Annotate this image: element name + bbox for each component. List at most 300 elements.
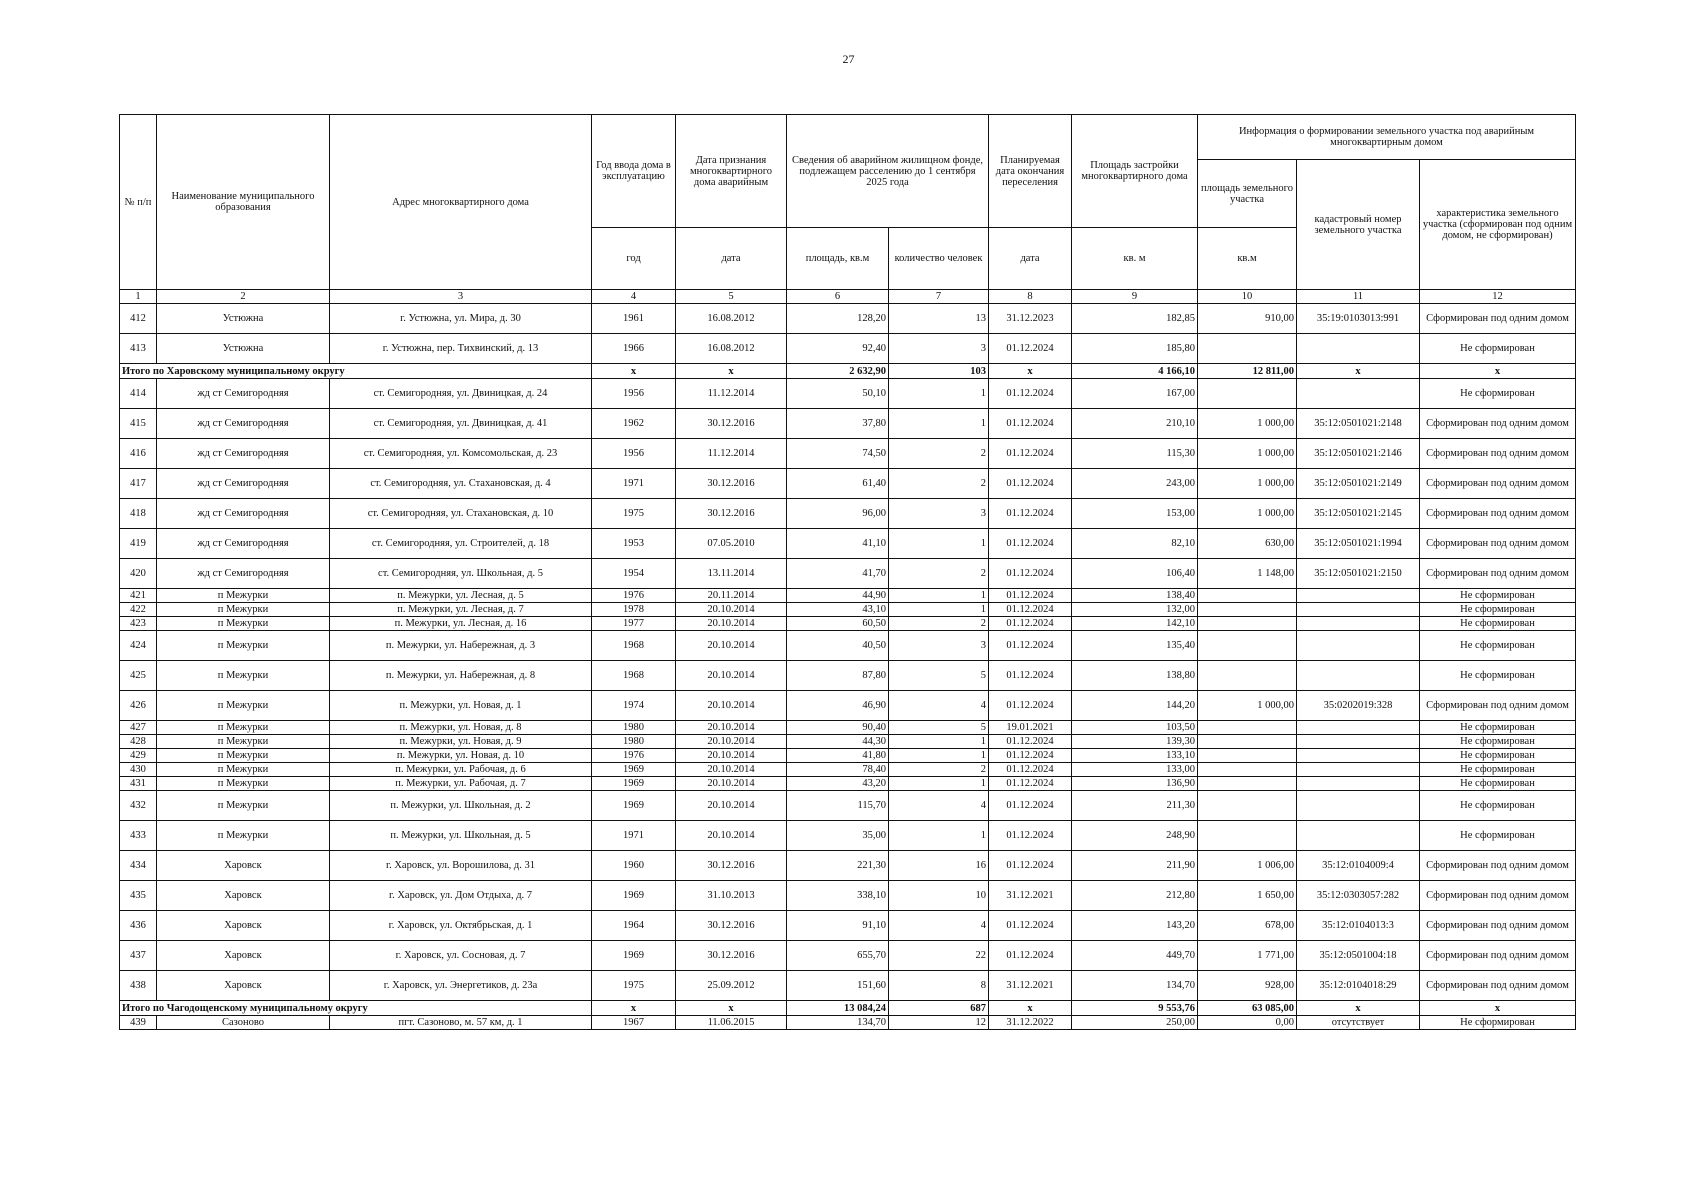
emergency-area: 90,40 [787,721,889,735]
municipality-name: п Межурки [157,631,330,661]
planned-date: 01.12.2024 [989,334,1072,364]
row-number: 423 [120,617,157,631]
land-area: 1 000,00 [1198,499,1297,529]
total-land-characteristic: х [1420,364,1576,379]
emergency-area: 35,00 [787,821,889,851]
emergency-date: 20.10.2014 [676,763,787,777]
municipality-name: жд ст Семигородняя [157,529,330,559]
land-area [1198,763,1297,777]
people-count: 13 [889,304,989,334]
people-count: 4 [889,791,989,821]
emergency-date: 11.12.2014 [676,439,787,469]
planned-date: 31.12.2023 [989,304,1072,334]
building-area: 138,40 [1072,589,1198,603]
people-count: 1 [889,529,989,559]
land-area: 1 000,00 [1198,691,1297,721]
column-number: 10 [1198,290,1297,304]
planned-date: 01.12.2024 [989,911,1072,941]
municipality-name: Устюжна [157,304,330,334]
emergency-area: 46,90 [787,691,889,721]
land-characteristic: Не сформирован [1420,589,1576,603]
row-number: 436 [120,911,157,941]
house-address: ст. Семигородняя, ул. Стахановская, д. 4 [330,469,592,499]
table-row [120,304,1576,334]
emergency-date: 30.12.2016 [676,851,787,881]
house-address: п. Межурки, ул. Лесная, д. 16 [330,617,592,631]
land-area [1198,617,1297,631]
row-number: 439 [120,1016,157,1030]
land-characteristic: Сформирован под одним домом [1420,529,1576,559]
land-characteristic: Не сформирован [1420,735,1576,749]
table-row [120,1016,1576,1030]
total-emergency-area: 2 632,90 [787,364,889,379]
house-address: п. Межурки, ул. Рабочая, д. 6 [330,763,592,777]
total-building-area: 9 553,76 [1072,1001,1198,1016]
cadastral-number: 35:12:0104013:3 [1297,911,1420,941]
commission-year: 1976 [592,749,676,763]
row-number: 430 [120,763,157,777]
emergency-area: 41,10 [787,529,889,559]
subheader-area: площадь, кв.м [787,228,889,290]
emergency-date: 20.10.2014 [676,791,787,821]
land-characteristic: Не сформирован [1420,661,1576,691]
planned-date: 01.12.2024 [989,499,1072,529]
house-address: г. Харовск, ул. Дом Отдыха, д. 7 [330,881,592,911]
commission-year: 1969 [592,763,676,777]
house-address: п. Межурки, ул. Набережная, д. 8 [330,661,592,691]
building-area: 250,00 [1072,1016,1198,1030]
emergency-date: 20.10.2014 [676,749,787,763]
total-land-characteristic: х [1420,1001,1576,1016]
municipality-name: жд ст Семигородняя [157,379,330,409]
planned-date: 01.12.2024 [989,749,1072,763]
people-count: 16 [889,851,989,881]
building-area: 115,30 [1072,439,1198,469]
municipality-name: п Межурки [157,589,330,603]
row-number: 418 [120,499,157,529]
header-num: № п/п [120,115,157,290]
land-characteristic: Сформирован под одним домом [1420,304,1576,334]
emergency-date: 11.06.2015 [676,1016,787,1030]
municipality-name: жд ст Семигородняя [157,499,330,529]
municipality-name: п Межурки [157,691,330,721]
house-address: г. Харовск, ул. Энергетиков, д. 23а [330,971,592,1001]
table-row [120,821,1576,851]
land-area: 1 000,00 [1198,439,1297,469]
column-number: 2 [157,290,330,304]
emergency-date: 13.11.2014 [676,559,787,589]
header-build-area: Площадь застройки многоквартирного дома [1072,115,1198,228]
header-fund-info: Сведения об аварийном жилищном фонде, подлежащем расселению до 1 сентября 2025 года [787,115,989,228]
house-address: п. Межурки, ул. Новая, д. 1 [330,691,592,721]
cadastral-number: 35:12:0501004:18 [1297,941,1420,971]
table-row [120,791,1576,821]
land-characteristic: Не сформирован [1420,763,1576,777]
emergency-area: 78,40 [787,763,889,777]
land-characteristic: Не сформирован [1420,603,1576,617]
emergency-date: 31.10.2013 [676,881,787,911]
total-planned-date: х [989,364,1072,379]
column-number: 4 [592,290,676,304]
commission-year: 1969 [592,791,676,821]
land-characteristic: Сформирован под одним домом [1420,469,1576,499]
emergency-area: 338,10 [787,881,889,911]
emergency-area: 60,50 [787,617,889,631]
municipality-name: жд ст Семигородняя [157,469,330,499]
row-number: 422 [120,603,157,617]
emergency-date: 20.10.2014 [676,603,787,617]
building-area: 143,20 [1072,911,1198,941]
land-characteristic: Не сформирован [1420,1016,1576,1030]
cadastral-number [1297,334,1420,364]
municipality-name: п Межурки [157,791,330,821]
land-area [1198,379,1297,409]
planned-date: 01.12.2024 [989,603,1072,617]
house-address: г. Харовск, ул. Ворошилова, д. 31 [330,851,592,881]
people-count: 1 [889,603,989,617]
table-row [120,631,1576,661]
land-characteristic: Сформирован под одним домом [1420,439,1576,469]
house-address: ст. Семигородняя, ул. Комсомольская, д. 23 [330,439,592,469]
planned-date: 01.12.2024 [989,631,1072,661]
total-land-area: 12 811,00 [1198,364,1297,379]
planned-date: 31.12.2021 [989,971,1072,1001]
emergency-date: 20.10.2014 [676,691,787,721]
land-characteristic: Сформирован под одним домом [1420,941,1576,971]
emergency-area: 41,80 [787,749,889,763]
planned-date: 01.12.2024 [989,469,1072,499]
planned-date: 19.01.2021 [989,721,1072,735]
land-area [1198,721,1297,735]
emergency-area: 92,40 [787,334,889,364]
planned-date: 01.12.2024 [989,529,1072,559]
column-number: 3 [330,290,592,304]
planned-date: 01.12.2024 [989,821,1072,851]
table-row [120,589,1576,603]
people-count: 2 [889,763,989,777]
total-row [120,1001,1576,1016]
municipality-name: Харовск [157,851,330,881]
people-count: 3 [889,334,989,364]
total-commission-year: х [592,1001,676,1016]
cadastral-number: 35:12:0104009:4 [1297,851,1420,881]
table-row [120,529,1576,559]
table-row [120,735,1576,749]
building-area: 182,85 [1072,304,1198,334]
emergency-date: 20.10.2014 [676,661,787,691]
cadastral-number: 35:0202019:328 [1297,691,1420,721]
commission-year: 1977 [592,617,676,631]
commission-year: 1971 [592,469,676,499]
house-address: г. Харовск, ул. Сосновая, д. 7 [330,941,592,971]
emergency-date: 30.12.2016 [676,911,787,941]
land-characteristic: Сформирован под одним домом [1420,559,1576,589]
commission-year: 1978 [592,603,676,617]
land-area: 1 000,00 [1198,409,1297,439]
people-count: 8 [889,971,989,1001]
table-row [120,409,1576,439]
people-count: 10 [889,881,989,911]
building-area: 210,10 [1072,409,1198,439]
commission-year: 1968 [592,661,676,691]
column-number: 12 [1420,290,1576,304]
table-row [120,721,1576,735]
building-area: 133,00 [1072,763,1198,777]
people-count: 1 [889,735,989,749]
cadastral-number [1297,603,1420,617]
commission-year: 1962 [592,409,676,439]
municipality-name: Харовск [157,881,330,911]
building-area: 211,90 [1072,851,1198,881]
emergency-date: 20.10.2014 [676,631,787,661]
cadastral-number [1297,617,1420,631]
cadastral-number [1297,763,1420,777]
people-count: 1 [889,777,989,791]
municipality-name: п Межурки [157,617,330,631]
cadastral-number: 35:12:0501021:2149 [1297,469,1420,499]
column-number: 9 [1072,290,1198,304]
commission-year: 1969 [592,941,676,971]
header-characteristic: характеристика земельного участка (сформирован под одним домом, не сформирован) [1420,160,1576,290]
house-address: п. Межурки, ул. Школьная, д. 2 [330,791,592,821]
planned-date: 01.12.2024 [989,559,1072,589]
subheader-date: дата [676,228,787,290]
land-characteristic: Не сформирован [1420,749,1576,763]
total-label: Итого по Харовскому муниципальному округу [120,364,592,379]
people-count: 5 [889,721,989,735]
column-number: 7 [889,290,989,304]
cadastral-number [1297,821,1420,851]
house-address: г. Харовск, ул. Октябрьская, д. 1 [330,911,592,941]
commission-year: 1964 [592,911,676,941]
total-emergency-date: х [676,1001,787,1016]
land-area [1198,603,1297,617]
table-row [120,763,1576,777]
planned-date: 31.12.2021 [989,881,1072,911]
land-characteristic: Не сформирован [1420,777,1576,791]
row-number: 431 [120,777,157,791]
land-area: 0,00 [1198,1016,1297,1030]
house-address: ст. Семигородняя, ул. Строителей, д. 18 [330,529,592,559]
land-area: 1 148,00 [1198,559,1297,589]
building-area: 132,00 [1072,603,1198,617]
planned-date: 01.12.2024 [989,791,1072,821]
land-area: 630,00 [1198,529,1297,559]
people-count: 3 [889,631,989,661]
emergency-date: 30.12.2016 [676,941,787,971]
header-name: Наименование муниципального образования [157,115,330,290]
row-number: 420 [120,559,157,589]
header-year: Год ввода дома в эксплуатацию [592,115,676,228]
row-number: 438 [120,971,157,1001]
land-area [1198,749,1297,763]
total-row [120,364,1576,379]
emergency-date: 16.08.2012 [676,334,787,364]
municipality-name: п Межурки [157,749,330,763]
row-number: 428 [120,735,157,749]
land-area [1198,821,1297,851]
house-address: г. Устюжна, ул. Мира, д. 30 [330,304,592,334]
commission-year: 1969 [592,777,676,791]
planned-date: 31.12.2022 [989,1016,1072,1030]
building-area: 153,00 [1072,499,1198,529]
row-number: 415 [120,409,157,439]
building-area: 144,20 [1072,691,1198,721]
header-plan-date: Планируемая дата окончания переселения [989,115,1072,228]
building-area: 243,00 [1072,469,1198,499]
commission-year: 1956 [592,379,676,409]
house-address: п. Межурки, ул. Лесная, д. 5 [330,589,592,603]
municipality-name: Харовск [157,911,330,941]
planned-date: 01.12.2024 [989,763,1072,777]
planned-date: 01.12.2024 [989,941,1072,971]
emergency-area: 43,20 [787,777,889,791]
people-count: 3 [889,499,989,529]
cadastral-number [1297,589,1420,603]
table-row [120,971,1576,1001]
people-count: 22 [889,941,989,971]
emergency-area: 115,70 [787,791,889,821]
subheader-people: количество человек [889,228,989,290]
emergency-area: 37,80 [787,409,889,439]
people-count: 1 [889,821,989,851]
land-area [1198,334,1297,364]
cadastral-number: отсутствует [1297,1016,1420,1030]
commission-year: 1956 [592,439,676,469]
row-number: 421 [120,589,157,603]
house-address: п. Межурки, ул. Новая, д. 10 [330,749,592,763]
commission-year: 1976 [592,589,676,603]
table-row [120,439,1576,469]
table-row [120,661,1576,691]
emergency-date: 07.05.2010 [676,529,787,559]
building-area: 142,10 [1072,617,1198,631]
land-characteristic: Сформирован под одним домом [1420,881,1576,911]
column-number: 1 [120,290,157,304]
column-number: 8 [989,290,1072,304]
people-count: 4 [889,691,989,721]
land-area: 1 771,00 [1198,941,1297,971]
emergency-area: 43,10 [787,603,889,617]
column-number: 11 [1297,290,1420,304]
land-characteristic: Сформирован под одним домом [1420,971,1576,1001]
emergency-area: 74,50 [787,439,889,469]
land-area [1198,791,1297,821]
people-count: 12 [889,1016,989,1030]
emergency-date: 30.12.2016 [676,499,787,529]
cadastral-number [1297,735,1420,749]
page-number: 27 [842,52,855,66]
house-address: ст. Семигородняя, ул. Двиницкая, д. 24 [330,379,592,409]
commission-year: 1967 [592,1016,676,1030]
land-characteristic: Не сформирован [1420,617,1576,631]
house-address: ст. Семигородняя, ул. Стахановская, д. 10 [330,499,592,529]
municipality-name: жд ст Семигородняя [157,559,330,589]
table-row [120,691,1576,721]
subheader-year: год [592,228,676,290]
cadastral-number: 35:19:0103013:991 [1297,304,1420,334]
row-number: 417 [120,469,157,499]
municipality-name: п Межурки [157,661,330,691]
cadastral-number [1297,791,1420,821]
cadastral-number [1297,661,1420,691]
header-land-info: Информация о формировании земельного участка под аварийным многоквартирным домом [1198,115,1576,160]
people-count: 2 [889,559,989,589]
row-number: 429 [120,749,157,763]
people-count: 4 [889,911,989,941]
commission-year: 1980 [592,735,676,749]
land-area: 1 000,00 [1198,469,1297,499]
people-count: 1 [889,409,989,439]
header-land-area: площадь земельного участка [1198,160,1297,228]
people-count: 1 [889,749,989,763]
planned-date: 01.12.2024 [989,661,1072,691]
cadastral-number [1297,749,1420,763]
row-number: 416 [120,439,157,469]
people-count: 2 [889,439,989,469]
municipality-name: жд ст Семигородняя [157,409,330,439]
table-row [120,559,1576,589]
municipality-name: жд ст Семигородняя [157,439,330,469]
land-characteristic: Не сформирован [1420,821,1576,851]
planned-date: 01.12.2024 [989,439,1072,469]
column-number: 5 [676,290,787,304]
land-area [1198,631,1297,661]
commission-year: 1980 [592,721,676,735]
building-area: 212,80 [1072,881,1198,911]
total-label: Итого по Чагодощенскому муниципальному округу [120,1001,592,1016]
house-address: ст. Семигородняя, ул. Двиницкая, д. 41 [330,409,592,439]
people-count: 1 [889,589,989,603]
emergency-date: 30.12.2016 [676,409,787,439]
commission-year: 1961 [592,304,676,334]
people-count: 2 [889,617,989,631]
commission-year: 1975 [592,499,676,529]
people-count: 1 [889,379,989,409]
column-number-row [120,290,1576,304]
emergency-date: 20.10.2014 [676,617,787,631]
table-row [120,603,1576,617]
house-address: п. Межурки, ул. Набережная, д. 3 [330,631,592,661]
commission-year: 1960 [592,851,676,881]
house-address: п. Межурки, ул. Рабочая, д. 7 [330,777,592,791]
land-area: 678,00 [1198,911,1297,941]
emergency-area: 40,50 [787,631,889,661]
header-date-emergency: Дата признания многоквартирного дома аварийным [676,115,787,228]
emergency-area: 96,00 [787,499,889,529]
people-count: 5 [889,661,989,691]
cadastral-number: 35:12:0303057:282 [1297,881,1420,911]
municipality-name: п Межурки [157,721,330,735]
total-emergency-date: х [676,364,787,379]
cadastral-number [1297,631,1420,661]
emergency-date: 25.09.2012 [676,971,787,1001]
land-area [1198,589,1297,603]
header-cadastral: кадастровый номер земельного участка [1297,160,1420,290]
house-address: п. Межурки, ул. Школьная, д. 5 [330,821,592,851]
emergency-area: 61,40 [787,469,889,499]
land-area: 928,00 [1198,971,1297,1001]
table-row [120,749,1576,763]
building-area: 248,90 [1072,821,1198,851]
municipality-name: п Межурки [157,821,330,851]
row-number: 412 [120,304,157,334]
total-cadastral-number: х [1297,1001,1420,1016]
total-cadastral-number: х [1297,364,1420,379]
row-number: 424 [120,631,157,661]
emergency-area: 50,10 [787,379,889,409]
emergency-area: 41,70 [787,559,889,589]
